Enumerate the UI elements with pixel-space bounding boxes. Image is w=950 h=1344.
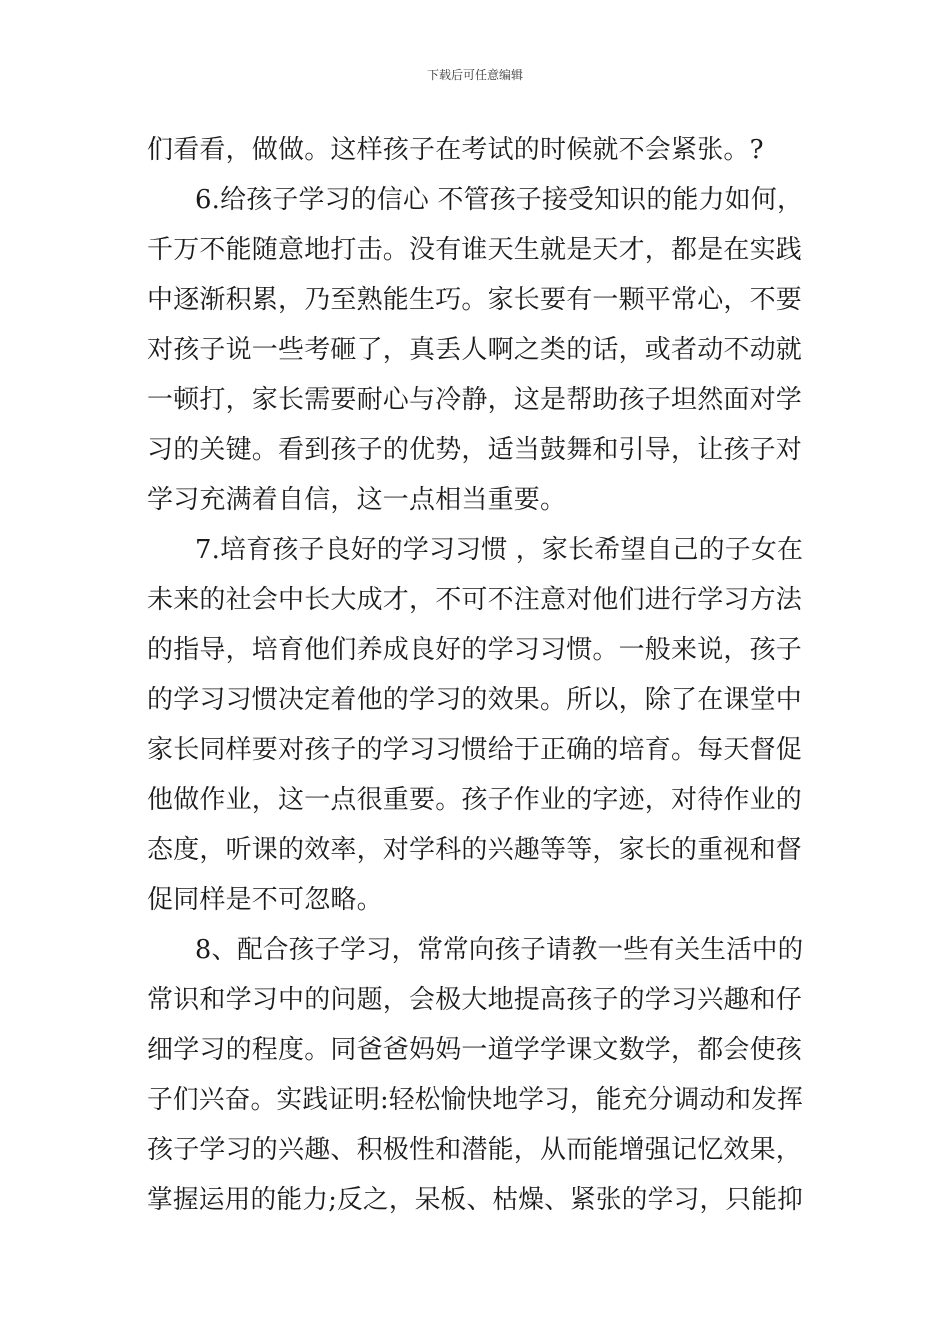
page-header: 下载后可任意编辑	[426, 68, 523, 82]
text-line: 6.给孩子学习的信心 不管孩子接受知识的能力如何，	[195, 185, 804, 215]
text-line: 7.培育孩子良好的学习习惯 ，家长希望自己的子女在	[195, 535, 804, 565]
text-line: 细学习的程度。同爸爸妈妈一道学学课文数学，都会使孩	[147, 1035, 803, 1065]
text-line: 孩子学习的兴趣、积极性和潜能，从而能增强记忆效果，	[147, 1135, 803, 1165]
text-line: 子们兴奋。实践证明:轻松愉快地学习，能充分调动和发挥	[147, 1085, 804, 1115]
text-line: 千万不能随意地打击。没有谁天生就是天才，都是在实践	[147, 235, 803, 265]
text-line: 习的关键。看到孩子的优势，适当鼓舞和引导，让孩子对	[147, 435, 803, 465]
text-line: 未来的社会中长大成才，不可不注意对他们进行学习方法	[147, 585, 803, 615]
text-line: 中逐渐积累，乃至熟能生巧。家长要有一颗平常心，不要	[147, 285, 803, 315]
text-line: 家长同样要对孩子的学习习惯给于正确的培育。每天督促	[147, 735, 803, 765]
text-line: 学习充满着自信，这一点相当重要。	[147, 485, 567, 515]
text-line: 他做作业，这一点很重要。孩子作业的字迹，对待作业的	[147, 785, 803, 815]
text-line: 掌握运用的能力;反之，呆板、枯燥、紧张的学习，只能抑	[147, 1185, 804, 1215]
text-line: 态度，听课的效率，对学科的兴趣等等，家长的重视和督	[147, 835, 803, 865]
text-line: 促同样是不可忽略。	[147, 885, 383, 915]
text-line: 8、配合孩子学习，常常向孩子请教一些有关生活中的	[195, 935, 804, 965]
text-line: 常识和学习中的问题，会极大地提高孩子的学习兴趣和仔	[147, 985, 803, 1015]
text-line: 的学习习惯决定着他的学习的效果。所以，除了在课堂中	[147, 685, 803, 715]
text-line: 一顿打，家长需要耐心与冷静，这是帮助孩子坦然面对学	[147, 385, 803, 415]
text-line: 的指导，培育他们养成良好的学习习惯。一般来说，孩子	[147, 635, 803, 665]
text-line: 对孩子说一些考砸了，真丢人啊之类的话，或者动不动就	[147, 335, 803, 365]
text-line: 们看看，做做。这样孩子在考试的时候就不会紧张。?	[147, 135, 764, 165]
